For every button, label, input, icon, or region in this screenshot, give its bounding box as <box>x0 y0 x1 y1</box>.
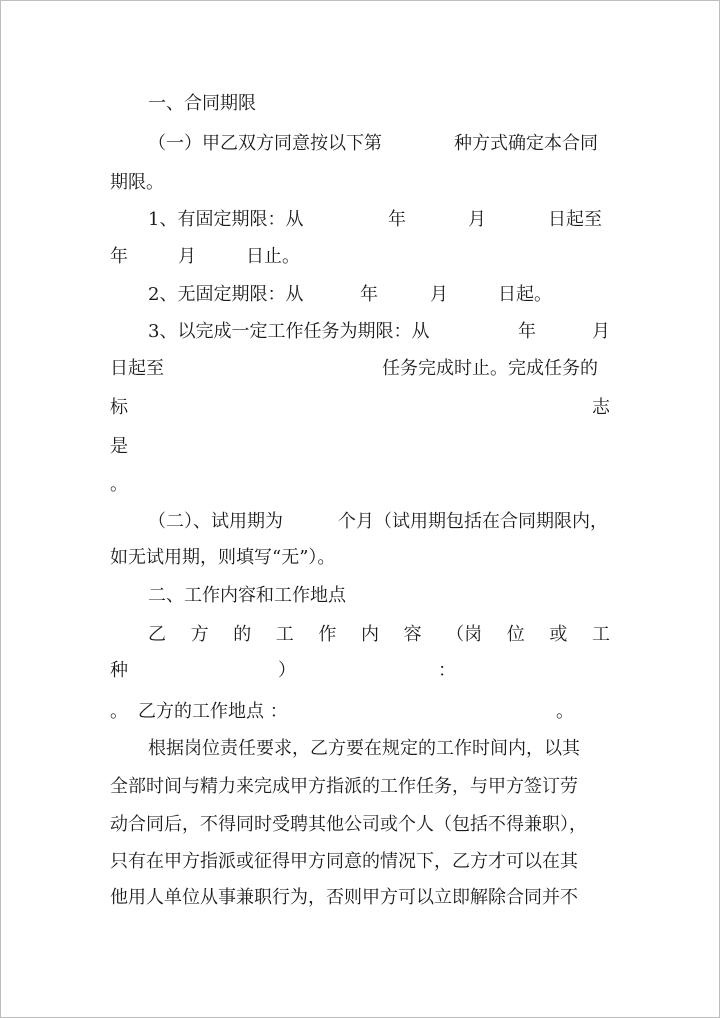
year-label: 年 <box>388 209 406 230</box>
job-char: 的 <box>233 624 252 645</box>
item-3-line-2 <box>110 354 610 384</box>
text-segment: 日止。 <box>246 246 300 267</box>
text-segment: 1、有固定期限：从 <box>148 209 304 230</box>
text-segment: 2、无固定期限：从 <box>148 284 304 305</box>
job-char: 方 <box>190 624 209 645</box>
job-content-line-2 <box>110 656 610 686</box>
heading-text: 二、工作内容和工作地点 <box>148 585 346 606</box>
year-label: 年 <box>360 284 378 305</box>
body-line <box>110 772 610 802</box>
job-char: （岗 <box>446 624 483 645</box>
job-char: 工 <box>275 624 294 645</box>
heading-text: 一、合同期限 <box>148 93 256 114</box>
day-label: 日起。 <box>498 284 552 305</box>
paragraph-2-line-2 <box>110 543 610 573</box>
section-1-heading <box>110 89 610 119</box>
paragraph-2-line-1 <box>110 507 610 537</box>
item-3-line-1 <box>110 317 610 347</box>
body-line <box>148 734 610 764</box>
text-segment: 他用人单位从事兼职行为，否则甲方可以立即解除合同并不 <box>110 887 578 908</box>
text-segment: 。 <box>110 701 128 722</box>
job-char: 工 <box>591 624 610 645</box>
paragraph-1-line-1 <box>110 129 610 159</box>
job-char: 位 <box>506 624 525 645</box>
month-label: 月 <box>468 209 486 230</box>
text-segment: 如无试用期，则填写“无”）。 <box>110 547 336 568</box>
year-label: 年 <box>518 321 536 342</box>
text-segment: 。 <box>556 701 574 722</box>
body-line <box>110 847 610 877</box>
text-segment: 。 <box>110 474 128 495</box>
body-line <box>110 883 610 913</box>
item-2-line <box>110 280 610 310</box>
job-content-line <box>148 620 610 650</box>
text-segment: 动合同后，不得同时受聘其他公司或个人（包括不得兼职）， <box>110 814 587 835</box>
text-segment: 个月（试用期包括在合同期限内， <box>338 511 608 532</box>
day-label: 日起至 <box>548 209 602 230</box>
job-char: 乙 <box>148 624 166 645</box>
year-label: 年 <box>110 246 128 267</box>
section-2-heading <box>110 581 610 611</box>
job-char: 或 <box>549 624 568 645</box>
item-1-line-2 <box>110 242 610 272</box>
item-3-line-4 <box>110 432 610 462</box>
text-segment: 任务完成时止。完成任务的 <box>382 358 598 379</box>
text-segment: 乙方的工作地点 ： <box>138 701 288 722</box>
month-label: 月 <box>592 321 610 342</box>
text-segment: （一）甲乙双方同意按以下第 <box>148 133 382 154</box>
text-segment: 志 <box>592 397 610 418</box>
item-1-line-1 <box>110 205 610 235</box>
text-segment: 标 <box>110 397 128 418</box>
text-segment: 种 <box>110 660 128 681</box>
text-segment: 全部时间与精力来完成甲方指派的工作任务，与甲方签订劳 <box>110 776 578 797</box>
text-segment: 日起至 <box>110 358 164 379</box>
text-segment: ： <box>438 660 456 681</box>
text-segment: 是 <box>110 436 128 457</box>
paragraph-1-line-2 <box>110 168 610 198</box>
text-segment: 3、以完成一定工作任务为期限：从 <box>148 321 430 342</box>
work-location-line <box>110 697 610 727</box>
month-label: 月 <box>430 284 448 305</box>
text-segment: 期限。 <box>110 172 164 193</box>
text-segment: （二）、试用期为 <box>148 511 283 532</box>
text-segment: ） <box>278 660 296 681</box>
job-char: 作 <box>318 624 337 645</box>
text-segment: 根据岗位责任要求，乙方要在规定的工作时间内，以其 <box>148 738 580 759</box>
item-3-line-3 <box>110 393 610 423</box>
text-segment: 只有在甲方指派或征得甲方同意的情况下，乙方才可以在其 <box>110 851 578 872</box>
body-line <box>110 810 610 840</box>
item-3-line-5 <box>110 470 610 500</box>
job-char: 内 <box>360 624 379 645</box>
text-segment: 种方式确定本合同 <box>454 133 598 154</box>
month-label: 月 <box>178 246 196 267</box>
job-char: 容 <box>403 624 422 645</box>
